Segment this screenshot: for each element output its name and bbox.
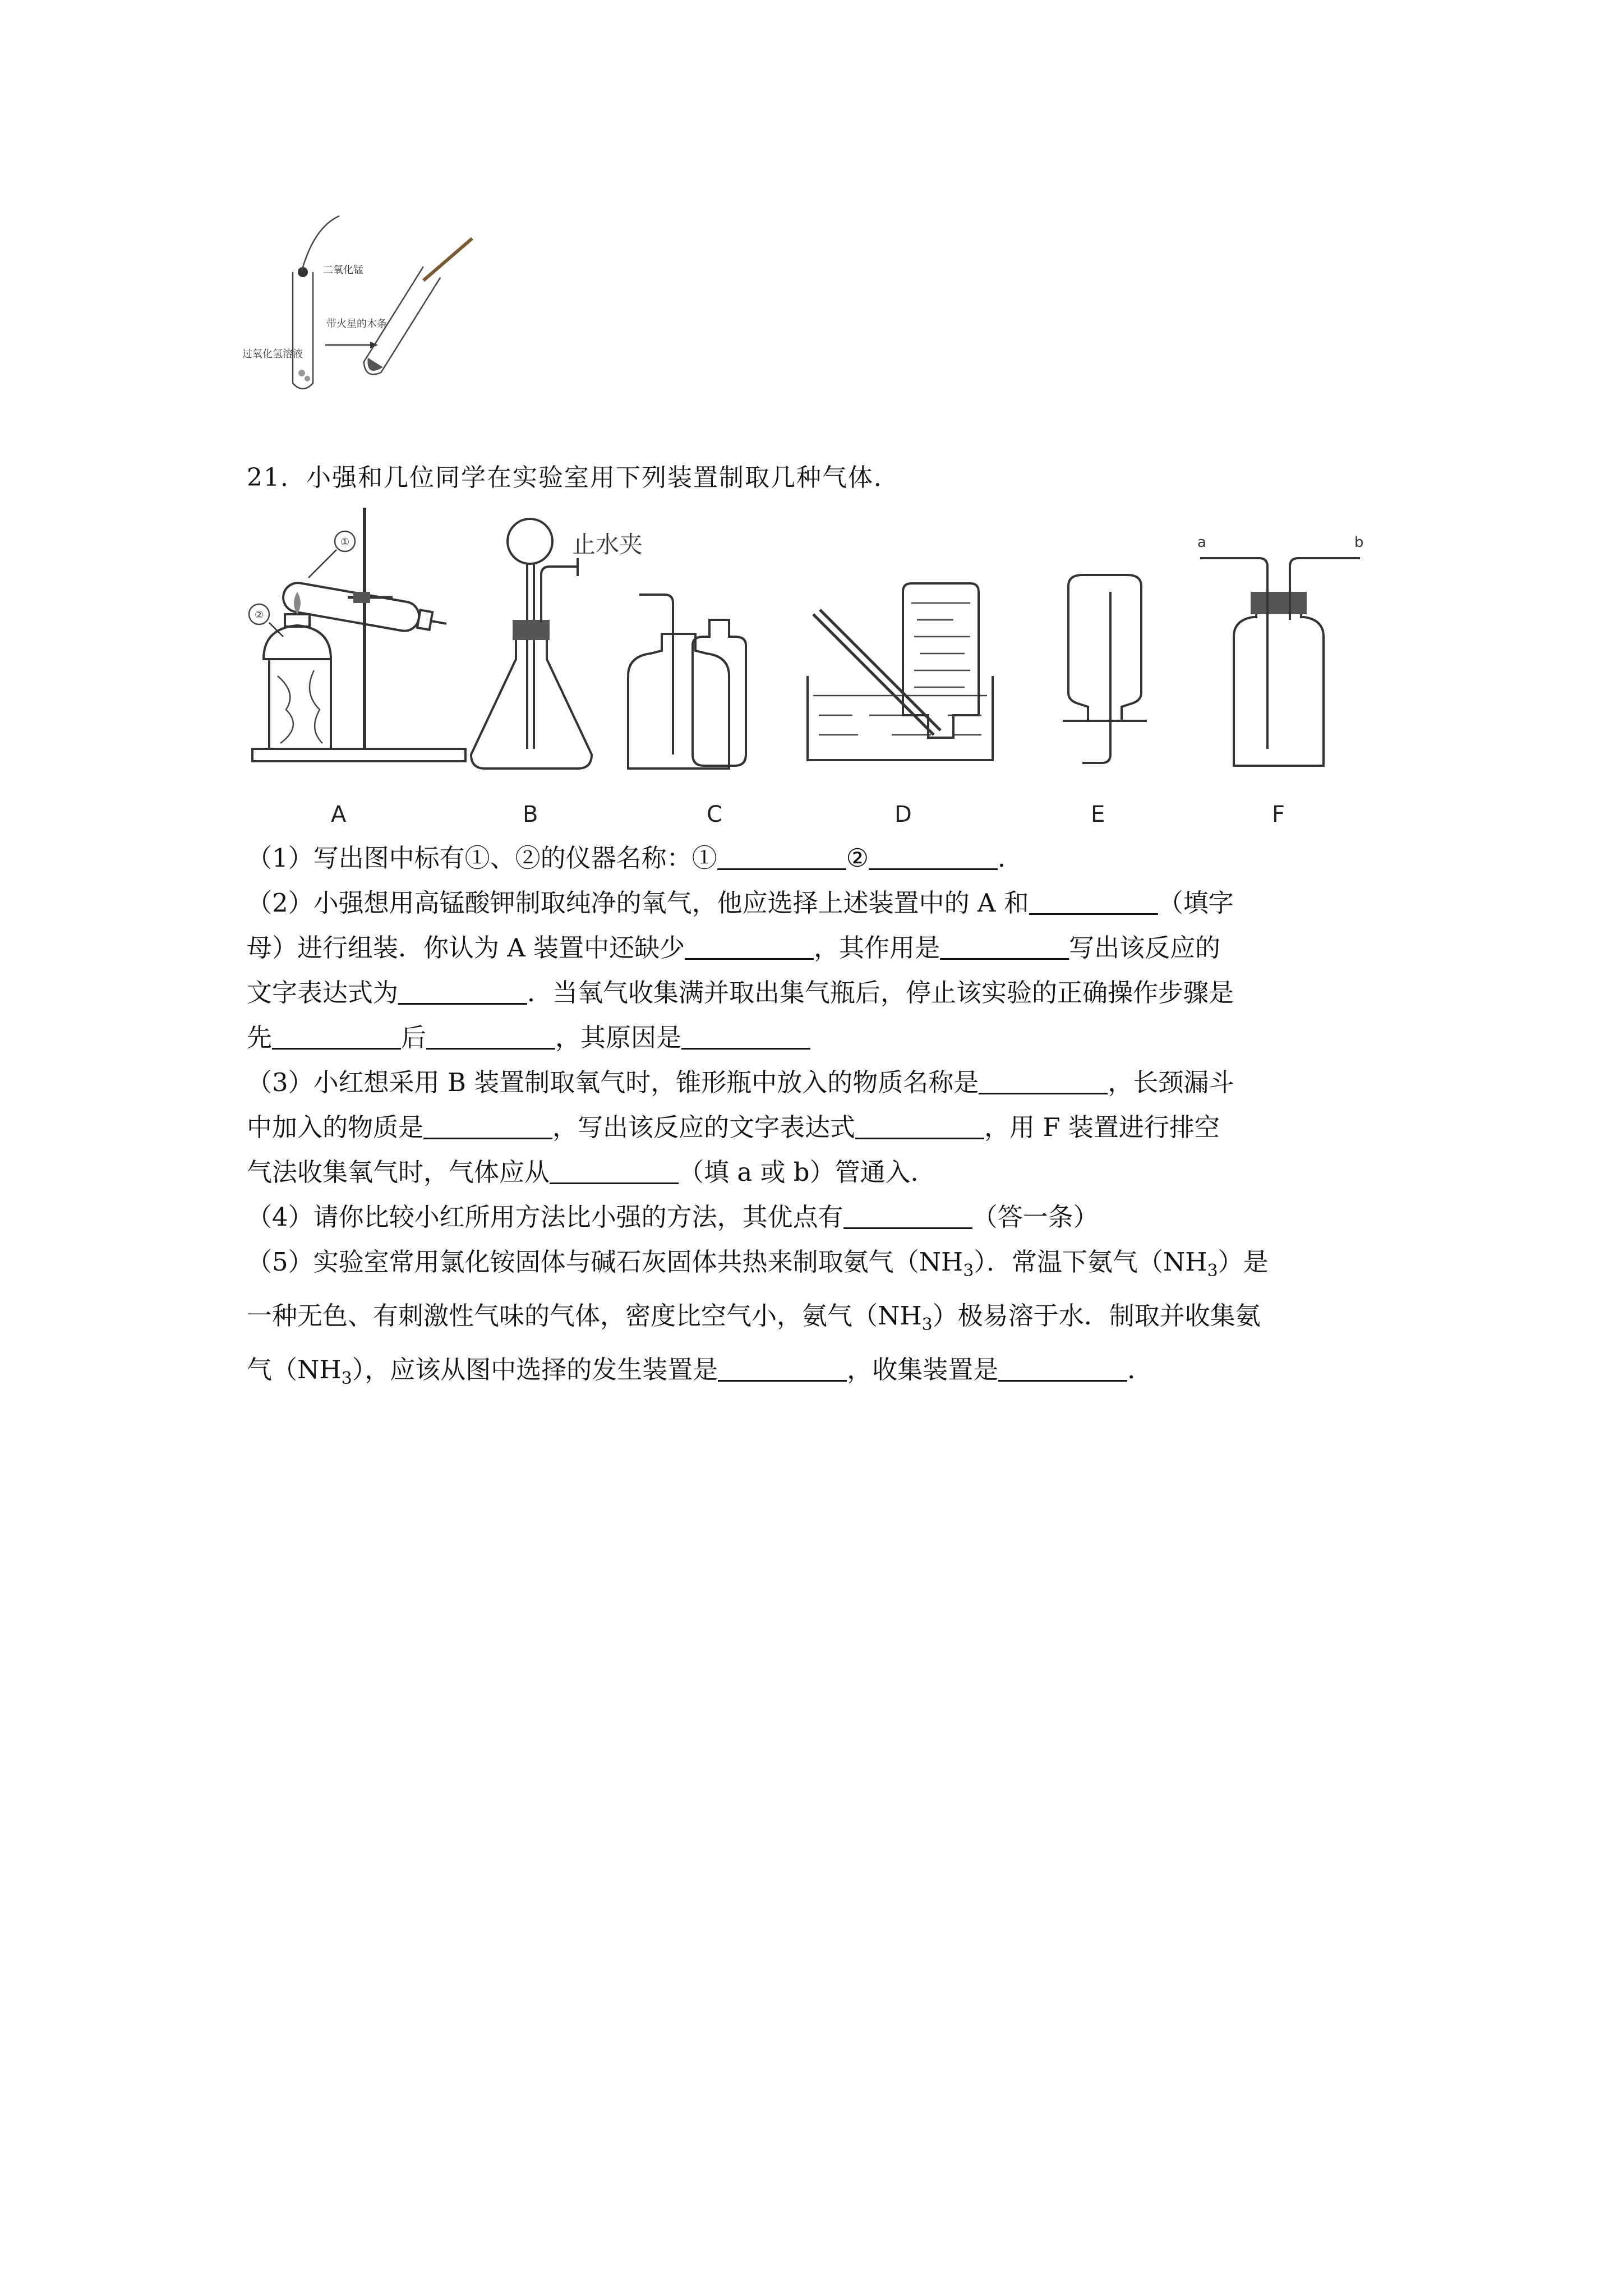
apparatus-e [1063, 575, 1147, 763]
answer-blank[interactable] [718, 1358, 847, 1382]
apparatus-f [1197, 534, 1364, 766]
mno2-peroxide-figure [241, 205, 477, 404]
apparatus-b [471, 519, 643, 769]
mno2-label: 二氧化锰 [323, 264, 363, 276]
answer-blank[interactable] [979, 1070, 1108, 1094]
label-d: D [895, 802, 912, 827]
part-5: （5）实验室常用氯化铵固体与碱石灰固体共热来制取氨气$(NH_3)$．常温下氨气$(NH_3)$是 一种无色、有刺激性气味的气体，密度比空气小，氨气$(NH_3)$极易溶于水．制取并收集氨 气$(NH_3)$，应该从图中选择的发生装置是 ，收集装置是 ． [247, 1247, 1269, 1388]
part-2: （2）小强想用高锰酸钾制取纯净的氧气，他应选择上述装置中的 A 和 （填字 母）进行组装．你认为 A 装置中还缺少 ，其作用是 写出该反应的 文字表达式为 ．当氧气收集满并取出集气瓶后，停止该实验的正确操作步骤是 先 后 ，其原因是 [247, 888, 1234, 1052]
answer-blank[interactable] [717, 846, 846, 870]
answer-blank[interactable] [681, 1025, 810, 1050]
apparatus-figure [247, 508, 1402, 833]
question-body [247, 836, 1396, 1401]
answer-blank[interactable] [423, 1115, 552, 1139]
part-3: （3）小红想采用 B 装置制取氧气时，锥形瓶中放入的物质名称是 ，长颈漏斗 中加入的物质是 ，写出该反应的文字表达式 ，用 F 装置进行排空 气法收集氧气时，气体应从 （填 a 或 b）管通入． [247, 1068, 1234, 1187]
answer-blank[interactable] [855, 1115, 984, 1139]
apparatus-d [808, 583, 993, 760]
answer-blank[interactable] [685, 936, 814, 960]
apparatus-c [628, 595, 746, 769]
clip-label: 止水夹 [572, 531, 643, 558]
arrow [325, 342, 378, 348]
h2o2-label: 过氧化氢溶液 [242, 348, 303, 360]
answer-blank[interactable] [940, 936, 1069, 960]
left-test-tube [293, 216, 339, 389]
answer-blank[interactable] [272, 1025, 401, 1050]
label-f: F [1272, 802, 1285, 827]
answer-blank[interactable] [550, 1160, 679, 1184]
answer-blank[interactable] [398, 981, 527, 1005]
apparatus-a [249, 508, 465, 761]
label-circle-1: ① [340, 536, 350, 548]
splint-label: 带火星的木条 [326, 318, 387, 330]
label-b: B [523, 802, 538, 827]
question-title: 21．小强和几位同学在实验室用下列装置制取几种气体． [247, 463, 900, 492]
tube-label-a: a [1197, 534, 1206, 551]
answer-blank[interactable] [1029, 891, 1158, 915]
answer-blank[interactable] [998, 1358, 1127, 1382]
answer-blank[interactable] [869, 846, 998, 870]
answer-blank[interactable] [426, 1025, 555, 1050]
splint [423, 238, 472, 280]
label-e: E [1091, 802, 1105, 827]
part-4: （4）请你比较小红所用方法比小强的方法，其优点有 （答一条） [247, 1202, 1099, 1232]
label-c: C [707, 802, 722, 827]
answer-blank[interactable] [843, 1205, 972, 1229]
part-1: （1）写出图中标有①、②的仪器名称：① ② ． [247, 843, 1023, 873]
label-a: A [331, 802, 347, 827]
tube-label-b: b [1354, 534, 1364, 551]
label-circle-2: ② [255, 609, 264, 621]
